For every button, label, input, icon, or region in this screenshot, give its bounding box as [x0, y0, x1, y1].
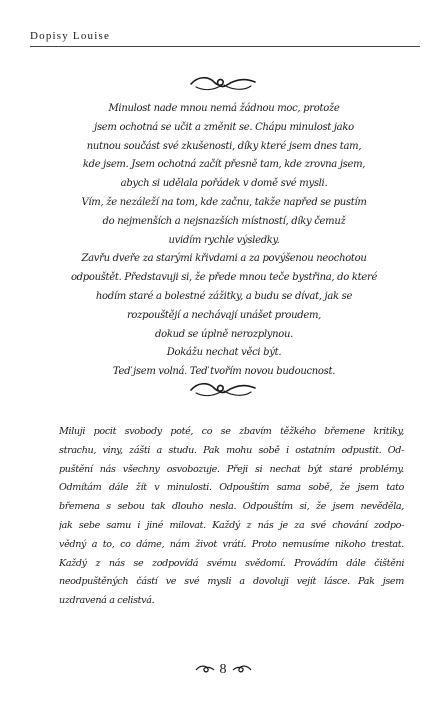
poem-line: do nejmenších a nejsnazších místností, díky čemuž	[102, 215, 346, 227]
poem-line: uvidím rychle výsledky.	[168, 234, 280, 246]
prose-line: Miluji pocit svobody poté, co se zbavím těžkého břemene kritiky,	[59, 426, 404, 437]
prose-line: vědný a to, co dáme, nám život vrátí. Proto nemusíme nikoho trestat.	[59, 538, 404, 550]
poem-line: nutnou součást své zkušenosti, díky které jsem dnes tam,	[86, 140, 362, 152]
poem-line: rozpouštějí a nechávají unášet proudem,	[126, 309, 322, 321]
poem-line: jsem ochotná se učit a změnit se. Chápu minulost jako	[94, 121, 354, 133]
page-footer	[0, 662, 446, 678]
swirl-icon	[231, 664, 253, 676]
poem-line: abych si udělala pořádek v domě své mysli.	[120, 178, 328, 190]
swirl-icon	[194, 664, 216, 676]
prose-line: břemena s sebou tak dlouho nesla. Odpouštím si, že jsem nevěděla,	[59, 501, 404, 513]
running-header: Dopisy Louise	[30, 30, 111, 42]
poem-line: Dokážu nechat věci být.	[166, 347, 282, 359]
prose-line: neodpuštěných částí ve své mysli a dovoluji vejít lásce. Pak jsem	[59, 576, 404, 588]
page-number: 8	[219, 662, 227, 677]
poem-line: Minulost nade mnou nemá žádnou moc, protože	[108, 103, 340, 114]
prose-line: Odmítám dále žít v minulosti. Odpouštím sama sobě, že jsem tato	[59, 482, 404, 494]
prose-line: strachu, viny, zášti a studu. Pak mohu sobě i ostatním odpustit. Od-	[59, 444, 404, 456]
poem-line: hodím staré a bolestné zážitky, a budu se dívat, jak se	[95, 290, 353, 302]
poem-line: Vím, že nezáleží na tom, kde začnu, takže napřed se pustím	[81, 196, 367, 208]
header-rule	[30, 46, 420, 47]
poem-line: Zavřu dveře za starými křivdami a za povýšenou neochotou	[81, 253, 367, 265]
flourish-divider-icon	[188, 70, 258, 96]
poem-line: Teď jsem volná. Teď tvořím novou budoucnost.	[112, 366, 336, 378]
prose-line: puštění nás všechny osvobozuje. Přeji si nechat být staré problémy.	[59, 463, 404, 475]
poem-line: kde jsem. Jsem ochotná začít přesně tam, kde zrovna jsem,	[82, 159, 366, 171]
prose-line: Každý z nás se zodpovídá svému svědomí. Provádím dále čištění	[59, 557, 404, 569]
prose-line: uzdravená a celistvá.	[59, 595, 155, 607]
poem-line: dokud se úplně nerozplynou.	[155, 328, 293, 340]
poem-line: odpouštět. Představuji si, že přede mnou teče bystřina, do které	[70, 272, 378, 284]
flourish-divider-icon	[188, 376, 258, 402]
prose-line: jak sebe samu i jiné milovat. Každý z nás je za své chování zodpo-	[59, 519, 404, 531]
prose-paragraph	[59, 423, 404, 611]
poem-block	[28, 100, 420, 382]
